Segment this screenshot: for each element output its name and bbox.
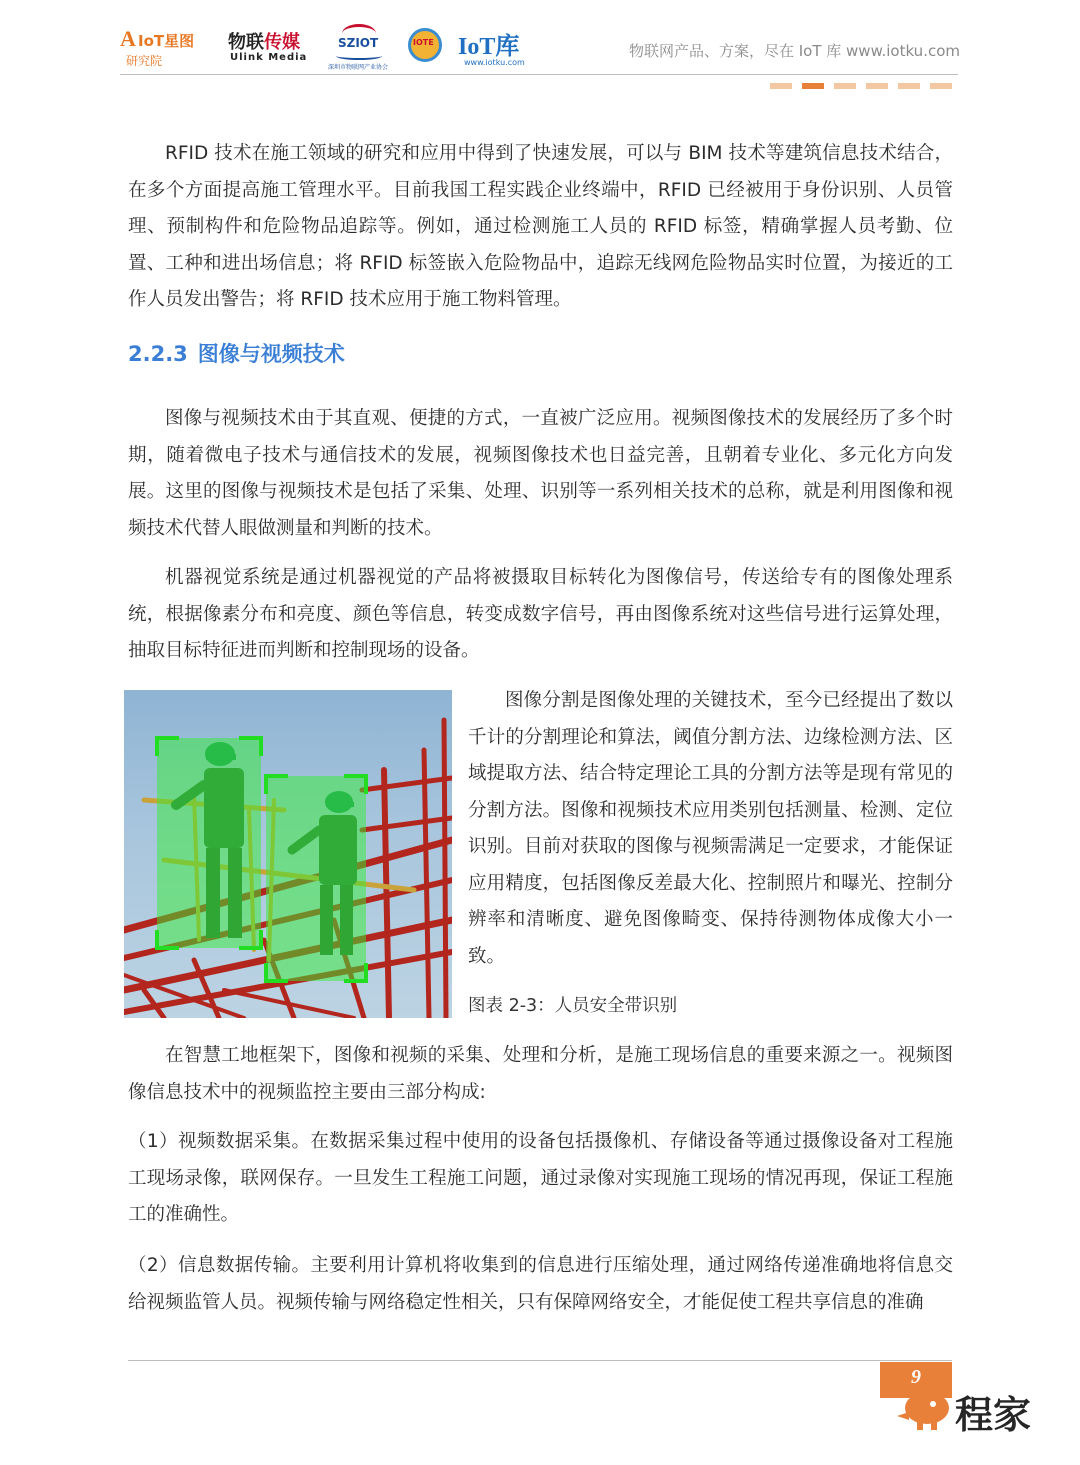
section-heading — [128, 338, 345, 368]
iotku-logo-text: IoT库 — [458, 34, 520, 60]
section-number: 2.2.3 — [128, 342, 188, 366]
paragraph-image-segmentation: 图像分割是图像处理的关键技术，至今已经提出了数以千计的分割理论和算法，阈值分割方法、边缘检测方法、区域提取方法、结合特定理论工具的分割方法等是现有常见的分割方法。图像和视频技术应用类别包括测量、检测、定位识别。目前对获取的图像与视频需满足一定要求，才能保证应用精度，包括图像反差最大化、控制照片和曝光、控制分辨率和清晰度、避免图像畸变、保持待测物体成像大小一致。 — [468, 690, 953, 967]
page-header — [120, 18, 960, 80]
iote-logo — [408, 28, 442, 62]
ulink-logo-text-a: 物联 — [228, 32, 264, 53]
watermark-text: 程家 — [955, 1393, 1032, 1437]
header-tagline: 物联网产品、方案，尽在 IoT 库 www.iotku.com — [628, 42, 960, 60]
paragraph-image-video-intro: 图像与视频技术由于其直观、便捷的方式，一直被广泛应用。视频图像技术的发展经历了多个时期，随着微电子技术与通信技术的发展，视频图像技术也日益完善，且朝着专业化、多元化方向发展。这里的图像与视频技术是包括了采集、处理、识别等一系列相关技术的总称，就是利用图像和视频技术代替人眼做测量和判断的技术。 — [128, 408, 953, 539]
aiot-logo-text: IoT星图 — [138, 32, 195, 50]
iotku-logo — [458, 24, 528, 74]
aiot-logo-subtext: 研究院 — [126, 54, 163, 68]
paragraph-smart-site: 在智慧工地框架下，图像和视频的采集、处理和分析，是施工现场信息的重要来源之一。视频图像信息技术中的视频监控主要由三部分构成: — [128, 1045, 953, 1103]
sziot-logo-swoosh — [336, 52, 382, 60]
decor-dash — [930, 83, 952, 89]
ulink-logo-text — [228, 28, 300, 54]
aiot-logo-mark: A — [120, 26, 136, 51]
watermark-logo — [893, 1382, 1053, 1436]
page-number: 9 — [911, 1366, 921, 1388]
scaffold-scene — [124, 690, 452, 1018]
ulink-logo-text-b: 传媒 — [264, 32, 300, 53]
decor-dash — [834, 83, 856, 89]
watermark-bird-icon — [893, 1386, 953, 1434]
safety-belt-detection-image — [124, 690, 452, 1018]
ulink-logo-subtext: Ulink Media — [230, 52, 308, 63]
paragraph-rfid: RFID 技术在施工领域的研究和应用中得到了快速发展，可以与 BIM 技术等建筑信息技术结合，在多个方面提高施工管理水平。目前我国工程实践企业终端中，RFID 已经被用于身份识别、人员管理、预制构件和危险物品追踪等。例如，通过检测施工人员的 RFID 标签，精确掌握人员考勤、位置、工种和进出场信息；将 RFID 标签嵌入危险物品中，追踪无线网危险物品实时位置，为接近的工作人员发出警告；将 RFID 技术应用于施工物料管理。 — [128, 143, 953, 310]
iotku-logo-url: www.iotku.com — [464, 58, 525, 67]
decor-dash — [898, 83, 920, 89]
sziot-logo — [328, 24, 392, 76]
paragraph-machine-vision: 机器视觉系统是通过机器视觉的产品将被摄取目标转化为图像信号，传送给专有的图像处理系统，根据像素分布和亮度、颜色等信息，转变成数字信号，再由图像系统对这些信号进行运算处理，抽取目标特征进而判断和控制现场的设备。 — [128, 567, 953, 661]
figure-caption: 图表 2-3：人员安全带识别 — [468, 996, 678, 1016]
detection-box-2 — [266, 776, 366, 981]
aiot-research-logo — [120, 24, 210, 74]
detection-box-1 — [157, 738, 261, 948]
list-item-video-capture: （1）视频数据采集。在数据采集过程中使用的设备包括摄像机、存储设备等通过摄像设备对工程施工现场录像，联网保存。一旦发生工程施工问题，通过录像对实现施工现场的情况再现，保证工程施工的准确性。 — [128, 1131, 953, 1225]
decor-dash — [802, 83, 824, 89]
sziot-logo-text: SZIOT — [338, 36, 379, 50]
list-item-data-transmission: （2）信息数据传输。主要利用计算机将收集到的信息进行压缩处理，通过网络传递准确地将信息交给视频监管人员。视频传输与网络稳定性相关，只有保障网络安全，才能促使工程共享信息的准确 — [128, 1255, 953, 1313]
header-decoration — [770, 83, 952, 89]
sziot-logo-subtext: 深圳市物联网产业协会 — [328, 64, 389, 71]
ulink-media-logo — [228, 24, 310, 74]
iote-logo-text: IOTE — [413, 38, 434, 47]
header-divider — [120, 74, 958, 75]
decor-dash — [866, 83, 888, 89]
section-title-text: 图像与视频技术 — [197, 342, 345, 366]
decor-dash — [770, 83, 792, 89]
footer-divider — [128, 1360, 952, 1361]
